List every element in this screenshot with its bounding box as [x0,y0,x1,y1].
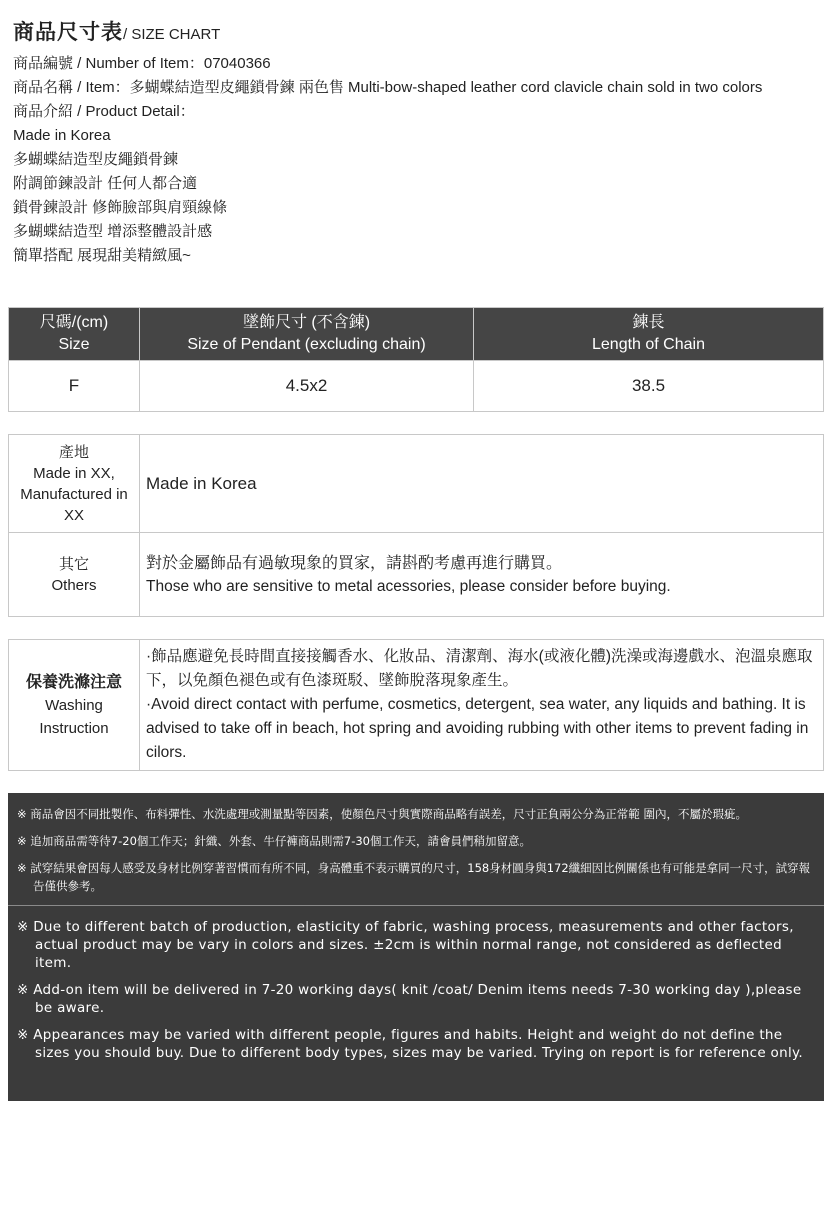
washing-text [140,640,824,771]
title-zh: 商品尺寸表 [13,20,123,44]
detail-line: 多蝴蝶結造型 增添整體設計感 [13,223,213,240]
col-pendant-zh: 墜飾尺寸 (不含鍊) [242,314,371,331]
size-table-header [9,308,824,361]
detail-line: 附調節鍊設計 任何人都合適 [13,175,198,192]
page-title [13,16,220,46]
item-number: 商品編號 / Number of Item：07040366 [13,55,271,72]
washing-text-zh: ·飾品應避免長時間直接接觸香水、化妝品、清潔劑、海水(或液化體)洗澡或海邊戲水、泡溫泉應取下，以免顏色褪色或有色漆斑駁、墜飾脫落現象產生。 [146,648,813,689]
detail-line: 簡單搭配 展現甜美精緻風~ [13,247,191,264]
detail-line: Made in Korea [13,127,111,144]
others-row [9,533,824,617]
note-item: ※ 商品會因不同批製作、布料彈性、水洗處理或測量點等因素，使顏色尺寸與實際商品略有誤差，尺寸正負兩公分為正常範 圍內，不屬於瑕疵。 [17,807,747,821]
origin-row [9,435,824,533]
washing-label-en: Washing Instruction [39,696,109,737]
col-size [9,308,140,361]
note-item: ※ Due to different batch of production, elasticity of fabric, washing process, measurements and other factors, actual product may be vary in colors and sizes. ±2cm is within normal range, not considered as deflected item. [17,919,794,971]
origin-label [9,435,140,533]
note-item: ※ Add-on item will be delivered in 7-20 working days( knit /coat/ Denim items needs 7-30 working day ),please be aware. [17,982,802,1016]
size-table [8,307,824,412]
notes-en [17,918,815,1062]
others-label [9,533,140,617]
cell-pendant: 4.5x2 [140,361,474,412]
col-size-en: Size [58,336,90,353]
item-name: 商品名稱 / Item：多蝴蝶結造型皮繩鎖骨鍊 兩色售 Multi-bow-shaped leather cord clavicle chain sold in two colors [13,79,763,96]
origin-table [8,434,824,617]
title-en: / SIZE CHART [123,26,221,43]
detail-line: 多蝴蝶結造型皮繩鎖骨鍊 [13,151,179,168]
others-value-en: Those who are sensitive to metal acessories, please consider before buying. [146,577,671,595]
note-item: ※ 試穿結果會因每人感受及身材比例穿著習慣而有所不同，身高體重不表示購買的尺寸，158身材圓身與172纖細因比例關係也有可能是拿同一尺寸，試穿報告僅供參考。 [17,861,811,893]
notes-divider [8,905,824,906]
washing-text-en: ·Avoid direct contact with perfume, cosmetics, detergent, sea water, any liquids and bathing. It is advised to take off in beach, hot spring and avoiding rubbing with other items to prevent fading in cilors. [146,696,809,761]
others-label-en: Others [51,576,97,594]
col-chain-zh: 鍊長 [632,314,665,331]
col-pendant [140,308,474,361]
origin-value: Made in Korea [140,435,824,533]
others-label-zh: 其它 [58,555,89,573]
washing-table [8,639,824,771]
notes-zh [17,805,815,895]
col-size-zh: 尺碼/(cm) [39,314,109,331]
col-pendant-en: Size of Pendant (excluding chain) [187,336,426,353]
others-value-zh: 對於金屬飾品有過敏現象的買家，請斟酌考慮再進行購買。 [146,554,563,572]
note-item: ※ 追加商品需等待7-20個工作天；針織、外套、牛仔褲商品則需7-30個工作天，請會員們稍加留意。 [17,834,531,848]
washing-label-zh: 保養洗滌注意 [25,673,122,691]
table-row [9,361,824,412]
washing-label [9,640,140,771]
washing-row [9,640,824,771]
note-item: ※ Appearances may be varied with different people, figures and habits. Height and weight do not define the sizes you should buy. Due to different body types, sizes may be varied. Trying on report is for reference only. [17,1027,803,1061]
origin-label-en: Made in XX, Manufactured in XX [20,464,128,524]
product-info [13,52,813,268]
col-chain-en: Length of Chain [592,336,705,353]
col-chain [474,308,824,361]
cell-size: F [9,361,140,412]
detail-line: 鎖骨鍊設計 修飾臉部與肩頸線條 [13,199,228,216]
others-value [140,533,824,617]
cell-chain: 38.5 [474,361,824,412]
detail-label: 商品介紹 / Product Detail： [13,103,195,120]
origin-label-zh: 產地 [58,443,89,461]
notes-panel [8,793,824,1101]
